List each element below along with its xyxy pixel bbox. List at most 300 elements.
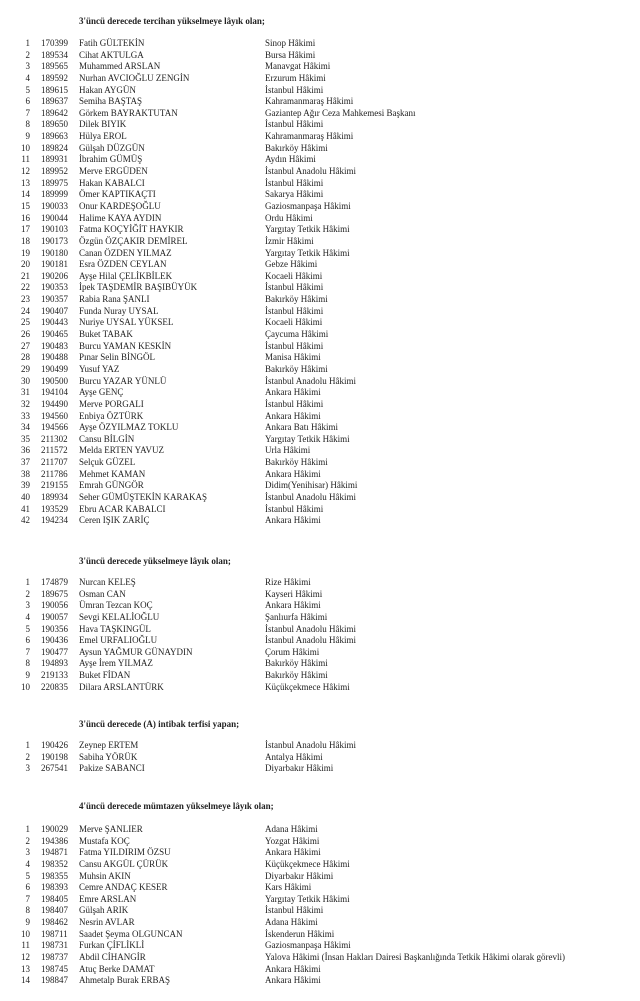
table-row: [0, 96, 640, 108]
row-number: 3: [25, 600, 30, 611]
table-row: [0, 411, 640, 423]
court-position: Ankara Hâkimi: [265, 387, 321, 398]
person-name: Muhammed ARSLAN: [79, 61, 161, 72]
registry-number: 190033: [41, 200, 68, 211]
table-row: [0, 248, 640, 260]
court-position: Rize Hâkimi: [265, 577, 311, 587]
registry-number: 267541: [41, 763, 68, 774]
person-name: Abdil CİHANGİR: [79, 952, 146, 963]
person-name: Semiha BAŞTAŞ: [79, 96, 143, 107]
registry-number: 189824: [41, 142, 68, 153]
court-position: İstanbul Anadolu Hâkimi: [265, 166, 356, 177]
table-row: [0, 871, 640, 883]
registry-number: 198745: [41, 963, 68, 974]
row-number: 6: [25, 882, 30, 893]
person-name: Aysun YAĞMUR GÜNAYDIN: [79, 646, 193, 657]
row-number: 4: [25, 72, 30, 83]
court-position: Bakırköy Hâkimi: [265, 658, 328, 669]
court-position: İstanbul Hâkimi: [265, 503, 324, 514]
court-position: Ordu Hâkimi: [265, 212, 313, 223]
row-number: 2: [25, 835, 30, 846]
registry-number: 198407: [41, 905, 68, 916]
registry-number: 190500: [41, 375, 68, 386]
row-number: 14: [21, 189, 30, 200]
person-name: Ömer KAPTIKAÇTI: [79, 189, 156, 200]
court-position: Ankara Hâkimi: [265, 600, 321, 611]
row-number: 5: [25, 623, 30, 634]
section-rows: [0, 38, 640, 527]
person-name: İbrahim GÜMÜŞ: [79, 154, 143, 165]
court-position: Çorum Hâkimi: [265, 646, 320, 657]
person-name: Ceren IŞIK ZARİÇ: [79, 515, 150, 526]
table-row: [0, 670, 640, 682]
row-number: 18: [21, 235, 30, 246]
court-position: Kahramanmaraş Hâkimi: [265, 96, 354, 107]
row-number: 12: [21, 952, 30, 963]
court-position: Gebze Hâkimi: [265, 259, 318, 270]
table-row: [0, 399, 640, 411]
person-name: Dilara ARSLANTÜRK: [79, 681, 164, 692]
row-number: 24: [21, 305, 30, 316]
section-rows: [0, 740, 640, 775]
registry-number: 189931: [41, 154, 68, 165]
row-number: 3: [25, 847, 30, 858]
section-title: 4'üncü derecede mümtazen yükselmeye lâyık olan;: [79, 801, 274, 811]
row-number: 16: [21, 212, 30, 223]
person-name: Emrah GÜNGÖR: [79, 480, 144, 491]
court-position: Aydın Hâkimi: [265, 154, 316, 165]
row-number: 42: [21, 515, 30, 526]
person-name: Pınar Selin BİNGÖL: [79, 352, 155, 363]
court-position: Ankara Batı Hâkimi: [265, 422, 338, 433]
court-position: Ankara Hâkimi: [265, 975, 321, 986]
table-row: [0, 504, 640, 516]
registry-number: 219133: [41, 670, 68, 681]
registry-number: 190477: [41, 646, 68, 657]
row-number: 26: [21, 329, 30, 340]
court-position: Yargıtay Tetkik Hâkimi: [265, 433, 350, 444]
row-number: 4: [25, 858, 30, 869]
registry-number: 198355: [41, 870, 68, 881]
registry-number: 190465: [41, 329, 68, 340]
person-name: Seher GÜMÜŞTEKİN KARAKAŞ: [79, 491, 207, 502]
court-position: İstanbul Hâkimi: [265, 398, 324, 409]
row-number: 11: [21, 940, 30, 951]
row-number: 34: [21, 422, 30, 433]
table-row: [0, 422, 640, 434]
table-row: [0, 341, 640, 353]
court-position: İzmir Hâkimi: [265, 235, 314, 246]
court-position: Ankara Hâkimi: [265, 515, 321, 526]
registry-number: 193529: [41, 503, 68, 514]
person-name: Emre ARSLAN: [79, 893, 137, 904]
court-position: İstanbul Hâkimi: [265, 905, 324, 916]
table-row: [0, 131, 640, 143]
row-number: 1: [25, 577, 30, 587]
table-row: [0, 306, 640, 318]
registry-number: 189642: [41, 107, 68, 118]
registry-number: 198405: [41, 893, 68, 904]
court-position: Diyarbakır Hâkimi: [265, 870, 334, 881]
row-number: 17: [21, 224, 30, 235]
court-position: İstanbul Anadolu Hâkimi: [265, 623, 356, 634]
table-row: [0, 61, 640, 73]
registry-number: 190407: [41, 305, 68, 316]
table-row: [0, 752, 640, 764]
court-position: İstanbul Hâkimi: [265, 119, 324, 130]
person-name: Merve PORGALI: [79, 398, 144, 409]
person-name: Mehmet KAMAN: [79, 468, 146, 479]
section-title: 3'üncü derecede tercihan yükselmeye lâyık olan;: [79, 16, 265, 26]
section-rows: [0, 577, 640, 693]
registry-number: 194104: [41, 387, 68, 398]
table-row: [0, 836, 640, 848]
person-name: Merve ERGÜDEN: [79, 166, 148, 177]
row-number: 32: [21, 398, 30, 409]
registry-number: 189592: [41, 72, 68, 83]
person-name: Sabiha YÖRÜK: [79, 751, 138, 762]
table-row: [0, 166, 640, 178]
person-name: Ayşe ÖZYILMAZ TOKLU: [79, 422, 179, 433]
row-number: 27: [21, 340, 30, 351]
registry-number: 190436: [41, 635, 68, 646]
row-number: 7: [25, 107, 30, 118]
registry-number: 190206: [41, 270, 68, 281]
row-number: 5: [25, 84, 30, 95]
person-name: Nurcan KELEŞ: [79, 577, 136, 587]
registry-number: 190057: [41, 611, 68, 622]
court-position: Gaziantep Ağır Ceza Mahkemesi Başkanı: [265, 107, 416, 118]
table-row: [0, 952, 640, 964]
person-name: Nuriye UYSAL YÜKSEL: [79, 317, 174, 328]
table-row: [0, 317, 640, 329]
row-number: 5: [25, 870, 30, 881]
person-name: Ümran Tezcan KOÇ: [79, 600, 153, 611]
court-position: Ankara Hâkimi: [265, 847, 321, 858]
registry-number: 190029: [41, 824, 68, 834]
court-position: Bakırköy Hâkimi: [265, 457, 328, 468]
court-position: İskenderun Hâkimi: [265, 928, 335, 939]
registry-number: 189565: [41, 61, 68, 72]
registry-number: 190499: [41, 363, 68, 374]
court-position: Sakarya Hâkimi: [265, 189, 324, 200]
row-number: 2: [25, 751, 30, 762]
registry-number: 190173: [41, 235, 68, 246]
person-name: Ayşe Hilal ÇELİKBİLEK: [79, 270, 173, 281]
court-position: Erzurum Hâkimi: [265, 72, 326, 83]
table-row: [0, 108, 640, 120]
person-name: Cansu AKGÜL ÇÜRÜK: [79, 858, 169, 869]
row-number: 19: [21, 247, 30, 258]
table-row: [0, 38, 640, 50]
row-number: 3: [25, 763, 30, 774]
row-number: 8: [25, 119, 30, 130]
row-number: 12: [21, 166, 30, 177]
person-name: Görkem BAYRAKTUTAN: [79, 107, 178, 118]
person-name: İpek TAŞDEMİR BAŞIBÜYÜK: [79, 282, 198, 293]
court-position: Ankara Hâkimi: [265, 963, 321, 974]
table-row: [0, 647, 640, 659]
table-row: [0, 682, 640, 694]
person-name: Melda ERTEN YAVUZ: [79, 445, 164, 456]
row-number: 40: [21, 491, 30, 502]
table-row: [0, 635, 640, 647]
table-row: [0, 940, 640, 952]
row-number: 1: [25, 38, 30, 48]
registry-number: 190056: [41, 600, 68, 611]
court-position: İstanbul Hâkimi: [265, 340, 324, 351]
person-name: Fatma YILDIRIM ÖZSU: [79, 847, 171, 858]
row-number: 35: [21, 433, 30, 444]
court-position: Küçükçekmece Hâkimi: [265, 858, 350, 869]
registry-number: 190103: [41, 224, 68, 235]
table-row: [0, 589, 640, 601]
row-number: 38: [21, 468, 30, 479]
person-name: Özgün ÖZÇAKIR DEMİREL: [79, 235, 188, 246]
person-name: Burcu YAZAR YÜNLÜ: [79, 375, 167, 386]
table-row: [0, 577, 640, 589]
registry-number: 194871: [41, 847, 68, 858]
registry-number: 190198: [41, 751, 68, 762]
court-position: Küçükçekmece Hâkimi: [265, 681, 350, 692]
registry-number: 190488: [41, 352, 68, 363]
person-name: Hakan KABALCI: [79, 177, 145, 188]
person-name: Saadet Şeyma OLGUNCAN: [79, 928, 183, 939]
person-name: Furkan ÇİFLİKLİ: [79, 940, 145, 951]
row-number: 1: [25, 740, 30, 750]
registry-number: 189663: [41, 131, 68, 142]
court-position: Urla Hâkimi: [265, 445, 311, 456]
person-name: Mustafa KOÇ: [79, 835, 130, 846]
table-row: [0, 364, 640, 376]
table-row: [0, 73, 640, 85]
person-name: Rabia Rana ŞANLI: [79, 294, 150, 305]
table-row: [0, 329, 640, 341]
registry-number: 194566: [41, 422, 68, 433]
court-position: Manisa Hâkimi: [265, 352, 321, 363]
court-position: Kahramanmaraş Hâkimi: [265, 131, 354, 142]
court-position: İstanbul Anadolu Hâkimi: [265, 635, 356, 646]
person-name: Ayşe İrem YILMAZ: [79, 658, 153, 669]
registry-number: 189934: [41, 491, 68, 502]
person-name: Cansu BİLGİN: [79, 433, 135, 444]
registry-number: 211707: [41, 457, 68, 468]
registry-number: 190356: [41, 623, 68, 634]
person-name: Cemre ANDAÇ KESER: [79, 882, 168, 893]
registry-number: 190483: [41, 340, 68, 351]
table-row: [0, 905, 640, 917]
row-number: 9: [25, 670, 30, 681]
person-name: Ebru ACAR KABALCI: [79, 503, 166, 514]
table-row: [0, 624, 640, 636]
court-position: İstanbul Hâkimi: [265, 177, 324, 188]
row-number: 20: [21, 259, 30, 270]
table-row: [0, 859, 640, 871]
table-row: [0, 259, 640, 271]
registry-number: 220835: [41, 681, 68, 692]
registry-number: 174879: [41, 577, 68, 587]
court-position: Sinop Hâkimi: [265, 38, 316, 48]
registry-number: 189637: [41, 96, 68, 107]
table-row: [0, 201, 640, 213]
court-position: Adana Hâkimi: [265, 824, 318, 834]
court-position: Bakırköy Hâkimi: [265, 363, 328, 374]
row-number: 10: [21, 928, 30, 939]
person-name: Halime KAYA AYDIN: [79, 212, 162, 223]
person-name: Burcu YAMAN KESKİN: [79, 340, 172, 351]
registry-number: 189975: [41, 177, 68, 188]
row-number: 23: [21, 294, 30, 305]
registry-number: 189534: [41, 49, 68, 60]
row-number: 36: [21, 445, 30, 456]
table-row: [0, 271, 640, 283]
table-row: [0, 763, 640, 775]
table-row: [0, 224, 640, 236]
person-name: Zeynep ERTEM: [79, 740, 139, 750]
court-position: Bakırköy Hâkimi: [265, 670, 328, 681]
row-number: 22: [21, 282, 30, 293]
registry-number: 194234: [41, 515, 68, 526]
table-row: [0, 282, 640, 294]
person-name: Hülya EROL: [79, 131, 127, 142]
registry-number: 190443: [41, 317, 68, 328]
table-row: [0, 824, 640, 836]
row-number: 7: [25, 646, 30, 657]
court-position: Gaziosmanpaşa Hâkimi: [265, 200, 351, 211]
row-number: 37: [21, 457, 30, 468]
registry-number: 198393: [41, 882, 68, 893]
table-row: [0, 975, 640, 987]
court-position: Kayseri Hâkimi: [265, 588, 323, 599]
person-name: Onur KARDEŞOĞLU: [79, 200, 161, 211]
court-position: Diyarbakır Hâkimi: [265, 763, 334, 774]
court-position: Kars Hâkimi: [265, 882, 312, 893]
row-number: 9: [25, 131, 30, 142]
court-position: Ankara Hâkimi: [265, 410, 321, 421]
court-position: Şanlıurfa Hâkimi: [265, 611, 328, 622]
table-row: [0, 847, 640, 859]
court-position: İstanbul Anadolu Hâkimi: [265, 375, 356, 386]
table-row: [0, 600, 640, 612]
person-name: Selçuk GÜZEL: [79, 457, 136, 468]
court-position: İstanbul Hâkimi: [265, 305, 324, 316]
table-row: [0, 658, 640, 670]
registry-number: 170399: [41, 38, 68, 48]
person-name: Enbiya ÖZTÜRK: [79, 410, 144, 421]
table-row: [0, 189, 640, 201]
court-position: Yargıtay Tetkik Hâkimi: [265, 893, 350, 904]
row-number: 8: [25, 905, 30, 916]
row-number: 31: [21, 387, 30, 398]
section-rows: [0, 824, 640, 987]
table-row: [0, 929, 640, 941]
table-row: [0, 445, 640, 457]
person-name: Gülşah ARIK: [79, 905, 129, 916]
person-name: Gülşah DÜZGÜN: [79, 142, 145, 153]
registry-number: 194386: [41, 835, 68, 846]
person-name: Atuç Berke DAMAT: [79, 963, 155, 974]
person-name: Buket FİDAN: [79, 670, 131, 681]
registry-number: 198711: [41, 928, 68, 939]
registry-number: 194490: [41, 398, 68, 409]
row-number: 21: [21, 270, 30, 281]
person-name: Osman CAN: [79, 588, 126, 599]
table-row: [0, 294, 640, 306]
table-row: [0, 964, 640, 976]
registry-number: 219155: [41, 480, 68, 491]
court-position: Bursa Hâkimi: [265, 49, 316, 60]
row-number: 14: [21, 975, 30, 986]
court-position: İstanbul Anadolu Hâkimi: [265, 491, 356, 502]
person-name: Canan ÖZDEN YILMAZ: [79, 247, 172, 258]
court-position: Bakırköy Hâkimi: [265, 142, 328, 153]
court-position: Bakırköy Hâkimi: [265, 294, 328, 305]
table-row: [0, 469, 640, 481]
person-name: Funda Nuray UYSAL: [79, 305, 159, 316]
registry-number: 194893: [41, 658, 68, 669]
row-number: 29: [21, 363, 30, 374]
row-number: 9: [25, 917, 30, 928]
row-number: 6: [25, 635, 30, 646]
row-number: 4: [25, 611, 30, 622]
court-position: İstanbul Anadolu Hâkimi: [265, 740, 356, 750]
court-position: Antalya Hâkimi: [265, 751, 323, 762]
registry-number: 194560: [41, 410, 68, 421]
court-position: Didim(Yenihisar) Hâkimi: [265, 480, 358, 491]
person-name: Hakan AYGÜN: [79, 84, 136, 95]
court-position: Çaycuma Hâkimi: [265, 329, 329, 340]
registry-number: 198847: [41, 975, 68, 986]
table-row: [0, 480, 640, 492]
row-number: 41: [21, 503, 30, 514]
row-number: 6: [25, 96, 30, 107]
court-position: Yargıtay Tetkik Hâkimi: [265, 247, 350, 258]
table-row: [0, 612, 640, 624]
table-row: [0, 740, 640, 752]
row-number: 30: [21, 375, 30, 386]
table-row: [0, 387, 640, 399]
row-number: 13: [21, 177, 30, 188]
registry-number: 198737: [41, 952, 68, 963]
court-position: Yozgat Hâkimi: [265, 835, 320, 846]
table-row: [0, 352, 640, 364]
table-row: [0, 894, 640, 906]
section-title: 3'üncü derecede yükselmeye lâyık olan;: [79, 556, 231, 566]
registry-number: 211572: [41, 445, 68, 456]
person-name: Yusuf YAZ: [79, 363, 120, 374]
court-position: Gaziosmanpaşa Hâkimi: [265, 940, 351, 951]
person-name: Fatma KOÇYİĞİT HAYKIR: [79, 224, 184, 235]
row-number: 10: [21, 142, 30, 153]
registry-number: 198462: [41, 917, 68, 928]
row-number: 28: [21, 352, 30, 363]
section-title: 3'üncü derecede (A) intibak terfisi yapan;: [79, 719, 240, 729]
registry-number: 189650: [41, 119, 68, 130]
registry-number: 211302: [41, 433, 68, 444]
table-row: [0, 143, 640, 155]
registry-number: 211786: [41, 468, 68, 479]
court-position: İstanbul Hâkimi: [265, 282, 324, 293]
registry-number: 189675: [41, 588, 68, 599]
court-position: Kocaeli Hâkimi: [265, 270, 323, 281]
table-row: [0, 178, 640, 190]
registry-number: 190357: [41, 294, 68, 305]
person-name: Esra ÖZDEN CEYLAN: [79, 259, 167, 270]
row-number: 11: [21, 154, 30, 165]
registry-number: 198731: [41, 940, 68, 951]
person-name: Pakize SABANCI: [79, 763, 145, 774]
row-number: 8: [25, 658, 30, 669]
